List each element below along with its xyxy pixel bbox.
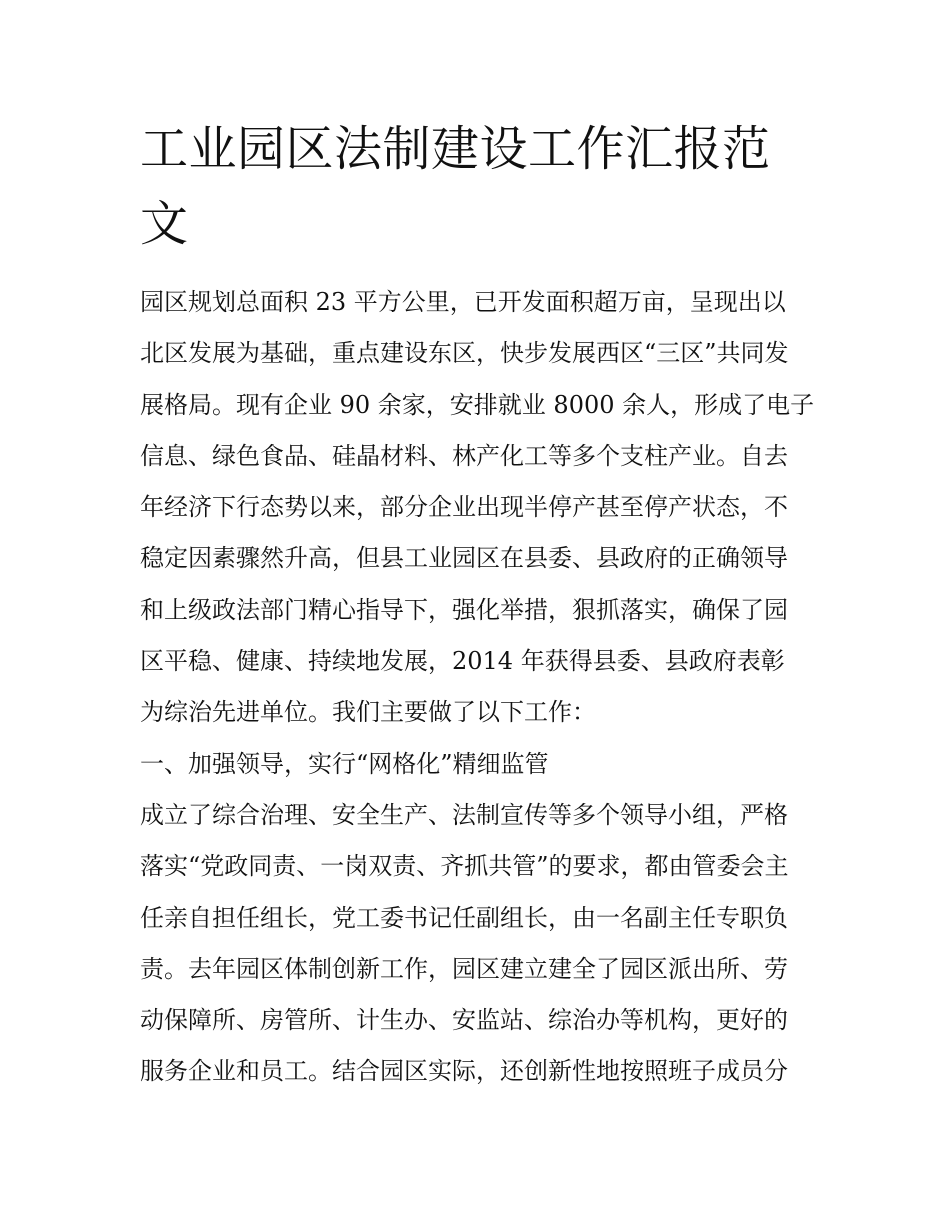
body-line-4: 信息、绿色食品、硅晶材料、林产化工等多个支柱产业。自去 (140, 441, 788, 470)
body-line-9: 为综治先进单位。我们主要做了以下工作： (140, 698, 596, 727)
title-line-1: 工业园区法制建设工作汇报范 (140, 121, 771, 177)
body-line-11: 成立了综合治理、安全生产、法制宣传等多个领导小组，严格 (140, 800, 788, 829)
document-body (140, 277, 830, 1098)
body-line-13: 任亲自担任组长，党工委书记任副组长，由一名副主任专职负 (140, 903, 788, 932)
body-line-14: 责。去年园区体制创新工作，园区建立建全了园区派出所、劳 (140, 954, 788, 983)
body-line-8: 区平稳、健康、持续地发展，2014 年获得县委、县政府表彰 (140, 647, 785, 676)
body-line-16: 服务企业和员工。结合园区实际，还创新性地按照班子成员分 (140, 1057, 788, 1086)
section-heading-1: 一、加强领导，实行“网格化”精细监管 (140, 749, 549, 778)
title-line-2: 文 (140, 196, 189, 252)
document-title (140, 112, 820, 262)
body-line-5: 年经济下行态势以来，部分企业出现半停产甚至停产状态，不 (140, 493, 788, 522)
body-line-15: 动保障所、房管所、计生办、安监站、综治办等机构，更好的 (140, 1006, 788, 1035)
body-line-2: 北区发展为基础，重点建设东区，快步发展西区“三区”共同发 (140, 339, 789, 368)
body-line-7: 和上级政法部门精心指导下，强化举措，狠抓落实，确保了园 (140, 595, 788, 624)
body-line-6: 稳定因素骤然升高，但县工业园区在县委、县政府的正确领导 (140, 544, 788, 573)
body-line-12: 落实“党政同责、一岗双责、齐抓共管”的要求，都由管委会主 (140, 852, 789, 881)
body-line-3: 展格局。现有企业 90 余家，安排就业 8000 余人，形成了电子 (140, 390, 815, 419)
body-line-1: 园区规划总面积 23 平方公里，已开发面积超万亩，呈现出以 (140, 288, 786, 316)
